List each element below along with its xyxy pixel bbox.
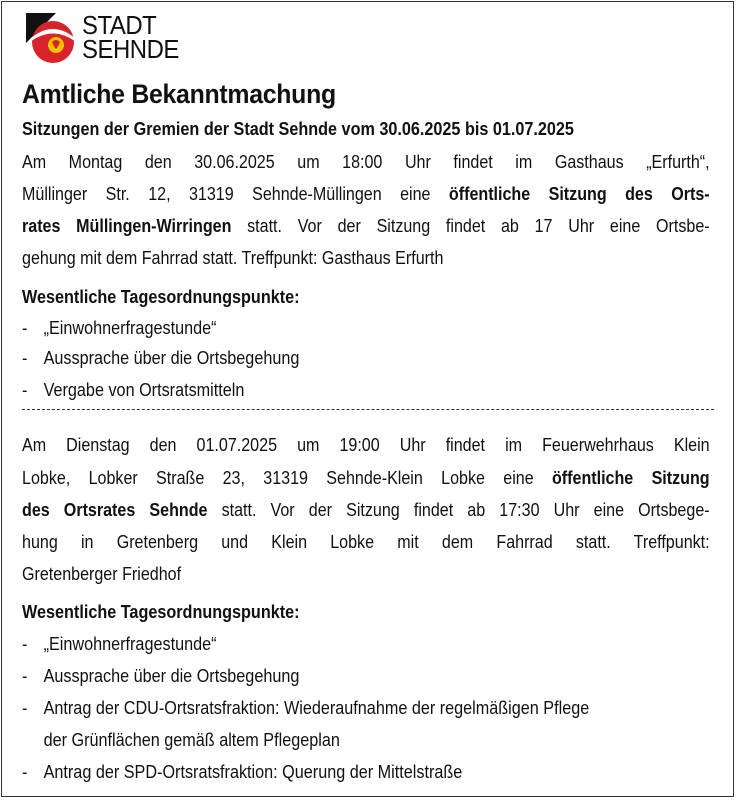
meeting1-agenda-heading: Wesentliche Tagesordnungspunkte: bbox=[22, 287, 300, 307]
city-coat-of-arms-icon bbox=[26, 13, 78, 65]
logo-line-sehnde: SEHNDE bbox=[82, 34, 179, 64]
page-subtitle: Sitzungen der Gremien der Stadt Sehnde vom 30.06.2025 bis 01.07.2025 bbox=[22, 119, 574, 139]
meeting1-agenda-item: - Vergabe von Ortsratsmitteln bbox=[22, 380, 245, 400]
logo-wordmark bbox=[82, 10, 179, 64]
meeting2-agenda-heading: Wesentliche Tagesordnungspunkte: bbox=[22, 602, 300, 622]
meeting2-agenda-item: - Aussprache über die Ortsbegehung bbox=[22, 666, 300, 686]
meeting2-agenda-item: - „Einwohnerfragestunde“ bbox=[22, 634, 217, 654]
meeting2-agenda-item: - Antrag der SPD-Ortsratsfraktion: Querung der Mittelstraße bbox=[22, 762, 463, 782]
page-title: Amtliche Bekanntmachung bbox=[22, 79, 336, 109]
meeting2-line-3: des Ortsrates Sehnde statt. Vor der Sitzung findet ab 17:30 Uhr eine Ortsbege- bbox=[22, 500, 710, 520]
meeting2-line-2: Lobke, Lobker Straße 23, 31319 Sehnde-Klein Lobke eine öffentliche Sitzung bbox=[22, 468, 710, 488]
meeting2-line-4: hung in Gretenberg und Klein Lobke mit dem Fahrrad statt. Treffpunkt: bbox=[22, 532, 710, 552]
meeting1-line-1: Am Montag den 30.06.2025 um 18:00 Uhr findet im Gasthaus „Erfurth“, bbox=[22, 152, 710, 172]
meeting1-line-3: rates Müllingen-Wirringen statt. Vor der Sitzung findet ab 17 Uhr eine Ortsbe- bbox=[22, 216, 710, 236]
meeting2-agenda-item: - Antrag der CDU-Ortsratsfraktion: Wiederaufnahme der regelmäßigen Pflege bbox=[22, 698, 590, 718]
logo-line-stadt: STADT bbox=[82, 10, 157, 40]
city-logo bbox=[26, 10, 206, 68]
meeting1-line-2: Müllinger Str. 12, 31319 Sehnde-Müllingen eine öffentliche Sitzung des Orts- bbox=[22, 184, 710, 204]
meeting1-agenda-item: - „Einwohnerfragestunde“ bbox=[22, 318, 217, 338]
meeting2-line-5: Gretenberger Friedhof bbox=[22, 564, 182, 584]
meeting2-line-1: Am Dienstag den 01.07.2025 um 19:00 Uhr findet im Feuerwehrhaus Klein bbox=[22, 435, 710, 455]
meeting1-line-4: gehung mit dem Fahrrad statt. Treffpunkt: Gasthaus Erfurth bbox=[22, 248, 444, 268]
meeting2-agenda-item-continuation: der Grünflächen gemäß altem Pflegeplan bbox=[43, 730, 340, 750]
meeting1-agenda-item: - Aussprache über die Ortsbegehung bbox=[22, 348, 300, 368]
section-divider bbox=[22, 409, 714, 410]
